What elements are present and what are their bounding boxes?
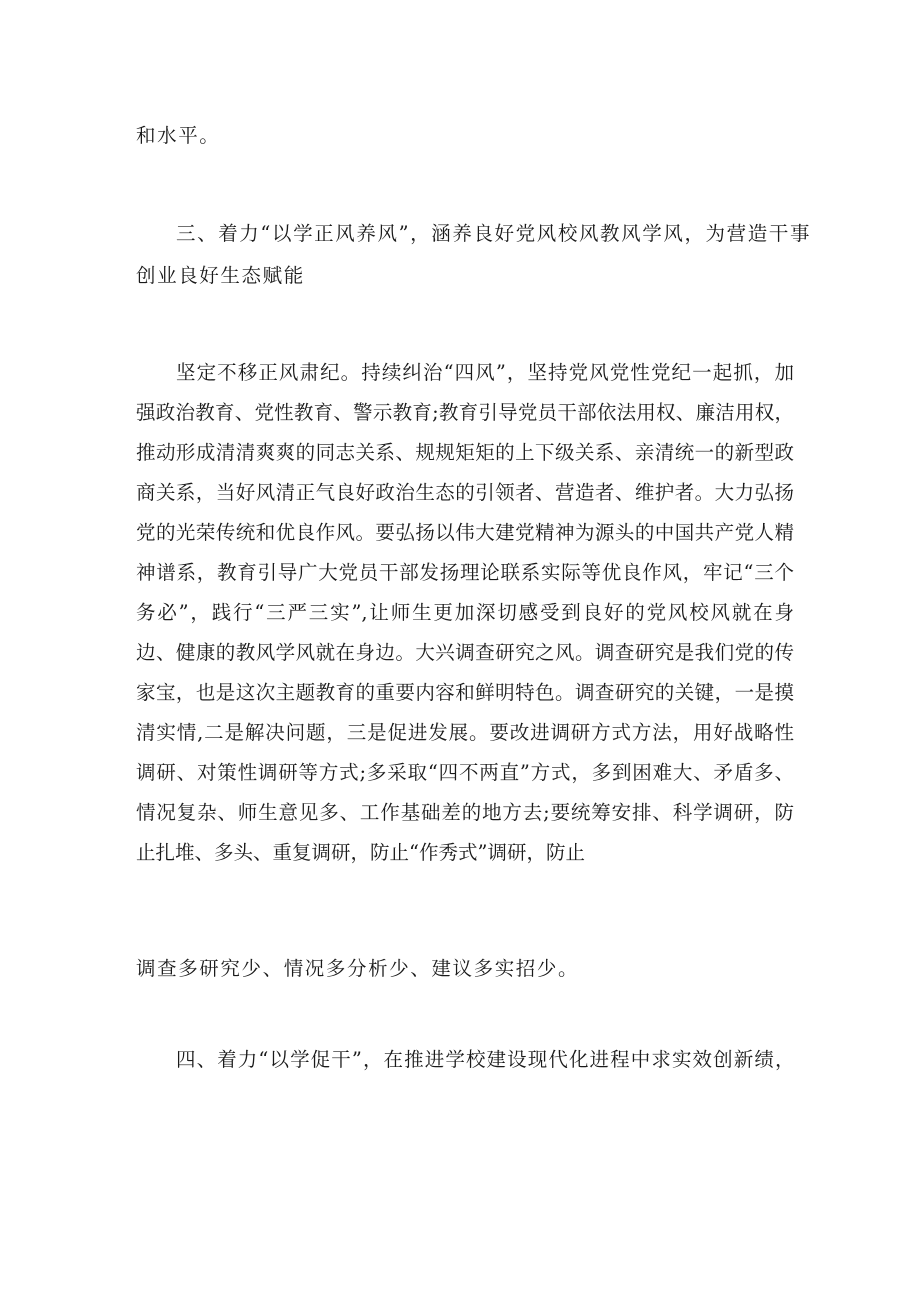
paragraph-line: 务必”，践行“三严三实”,让师生更加深切感受到良好的党风校风就在身 <box>136 601 794 624</box>
paragraph-line: 强政治教育、党性教育、警示教育;教育引导党员干部依法用权、廉洁用权， <box>136 401 794 424</box>
paragraph-line: 情况复杂、师生意见多、工作基础差的地方去;要统筹安排、科学调研，防 <box>136 801 794 824</box>
paragraph-line: 商关系，当好风清正气良好政治生态的引领者、营造者、维护者。大力弘扬 <box>136 481 794 504</box>
paragraph-line: 调研、对策性调研等方式;多采取“四不两直”方式，多到困难大、矛盾多、 <box>136 761 794 784</box>
section3-paragraph <box>136 357 794 869</box>
paragraph-line: 推动形成清清爽爽的同志关系、规规矩矩的上下级关系、亲清统一的新型政 <box>136 441 794 464</box>
section4-heading-line1: 四、着力“以学促干”，在推进学校建设现代化进程中求实效创新绩， <box>176 1048 796 1071</box>
paragraph-line: 坚定不移正风肃纪。持续纠治“四风”，坚持党风党性党纪一起抓，加 <box>176 361 794 384</box>
fragment-top-text: 和水平。 <box>136 124 221 147</box>
paragraph-line: 边、健康的教风学风就在身边。大兴调查研究之风。调查研究是我们党的传 <box>136 641 794 664</box>
section3-heading-line2: 创业良好生态赋能 <box>136 264 305 287</box>
paragraph-line: 家宝，也是这次主题教育的重要内容和鲜明特色。调查研究的关键，一是摸 <box>136 681 794 704</box>
paragraph-line: 止扎堆、多头、重复调研，防止“作秀式”调研，防止 <box>136 841 585 864</box>
paragraph-line: 神谱系，教育引导广大党员干部发扬理论联系实际等优良作风，牢记“三个 <box>136 561 794 584</box>
paragraph-line: 党的光荣传统和优良作风。要弘扬以伟大建党精神为源头的中国共产党人精 <box>136 521 794 544</box>
paragraph-line: 清实情,二是解决问题，三是促进发展。要改进调研方式方法，用好战略性 <box>136 721 794 744</box>
section3-heading-line1: 三、着力“以学正风养风”，涵养良好党风校风教风学风，为营造干事 <box>176 222 812 245</box>
paragraph-tail-text: 调查多研究少、情况多分析少、建议多实招少。 <box>136 957 580 980</box>
